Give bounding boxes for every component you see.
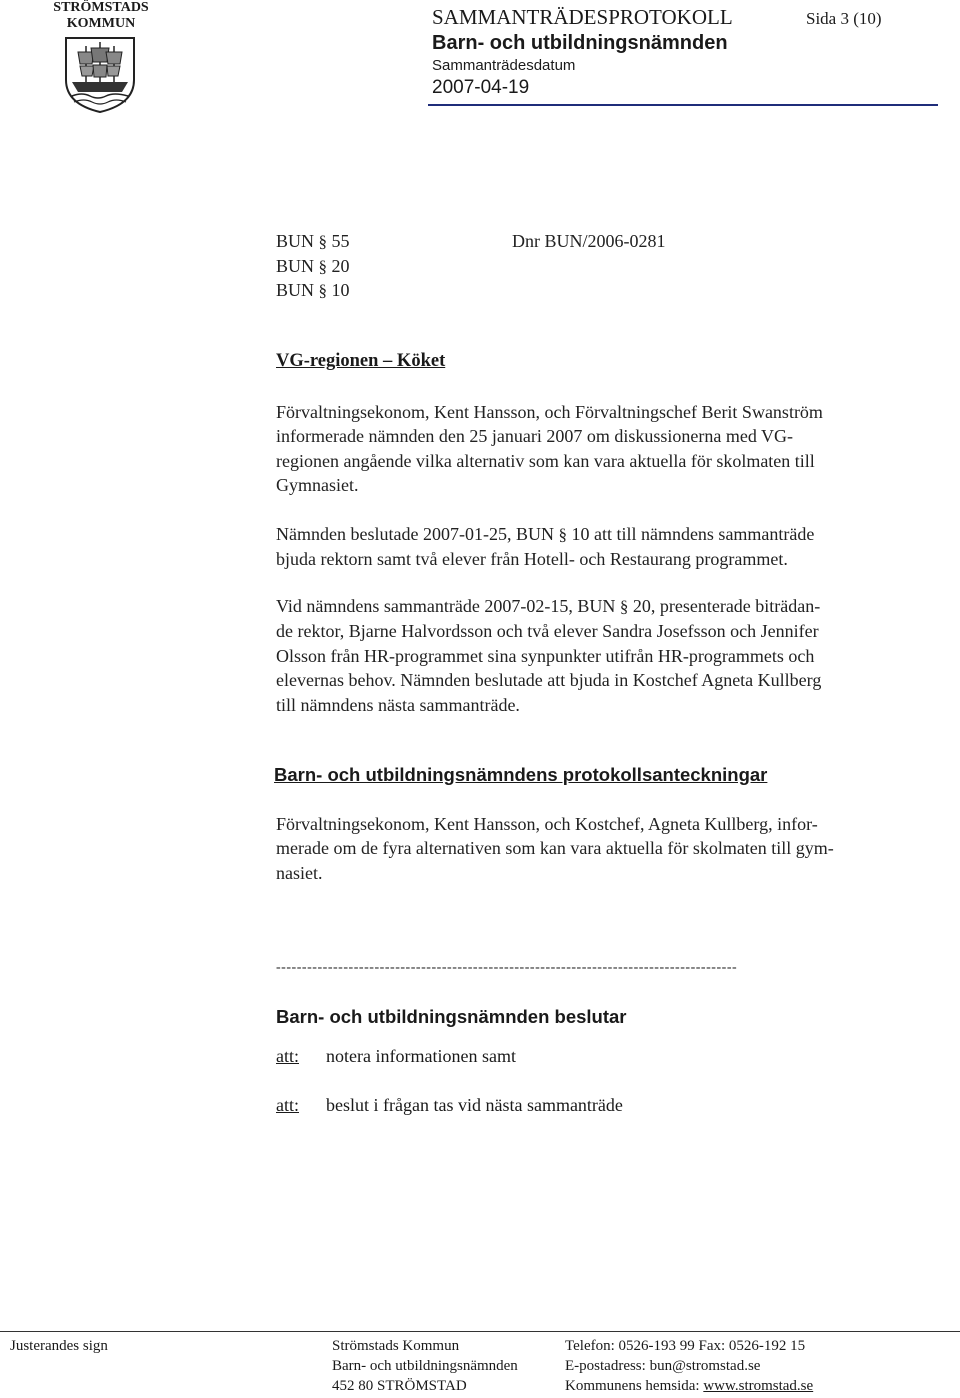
section-title: VG-regionen – Köket xyxy=(276,351,446,371)
decision-label: att: xyxy=(276,1046,299,1066)
paragraph: Vid nämndens sammanträde 2007-02-15, BUN § 20, presenterade biträdan- de rektor, Bjarne Halvordsson och två elever Sandra Josefsson och Jennifer Olsson från HR-programmet sina synpunkter utifrån HR-programmets och elevernas behov. Nämnden beslutade att bjuda in Kostchef Agneta Kullberg till nämndens nästa sammanträde. xyxy=(276,596,822,715)
protocol-title: SAMMANTRÄDESPROTOKOLL xyxy=(432,5,733,29)
section-title: Barn- och utbildningsnämndens protokollsanteckningar xyxy=(274,764,768,785)
homepage-link[interactable]: www.stromstad.se xyxy=(703,1377,814,1394)
signature-label: Justerandes sign xyxy=(10,1338,108,1354)
decision-text: beslut i frågan tas vid nästa sammanträde xyxy=(326,1095,623,1115)
page-number: Sida 3 (10) xyxy=(806,9,882,28)
footer-contact: Telefon: 0526-193 99 Fax: 0526-192 15 E-postadress: bun@stromstad.se Kommunens hemsida: www.stromstad.se xyxy=(565,1338,814,1394)
decision-text: notera informationen samt xyxy=(326,1046,516,1066)
municipality-name xyxy=(46,0,156,32)
dashed-separator: ----------------------------------------------------------------------------------------- xyxy=(276,960,738,975)
dnr-number: Dnr BUN/2006-0281 xyxy=(512,231,666,251)
board-name: Barn- och utbildningsnämnden xyxy=(432,32,728,54)
paragraph: Förvaltningsekonom, Kent Hansson, och Kostchef, Agneta Kullberg, infor- merade om de fyra alternativen som kan vara aktuella för skolmaten till gym- nasiet. xyxy=(276,814,834,883)
reference-row: BUN § 20 xyxy=(276,256,350,276)
decision-title: Barn- och utbildningsnämnden beslutar xyxy=(276,1006,627,1027)
footer-address: Strömstads Kommun Barn- och utbildningsnämnden 452 80 STRÖMSTAD xyxy=(332,1338,518,1394)
header-divider xyxy=(428,104,938,106)
municipal-crest-logo xyxy=(62,34,138,114)
section-symbol: § xyxy=(318,232,328,251)
meeting-date-label: Sammanträdesdatum xyxy=(432,57,576,74)
section-symbol: § xyxy=(318,257,328,276)
meeting-date: 2007-04-19 xyxy=(432,77,530,98)
paragraph: Förvaltningsekonom, Kent Hansson, och Förvaltningschef Berit Swanström informerade nämnden den 25 januari 2007 om diskussionerna med VG- regionen angående vilka alternativ som kan vara aktuella för skolmaten till Gymnasiet. xyxy=(276,402,823,496)
municipality-line-2: KOMMUN xyxy=(66,16,136,31)
municipality-line-1: STRÖMSTADS xyxy=(53,0,149,15)
footer-divider xyxy=(0,1331,960,1332)
reference-row: BUN § 55 xyxy=(276,231,350,251)
section-symbol: § xyxy=(619,597,629,616)
decision-label: att: xyxy=(276,1095,299,1115)
section-symbol: § xyxy=(558,525,567,544)
paragraph: Nämnden beslutade 2007-01-25, BUN § 10 att till nämndens sammanträde bjuda rektorn samt två elever från Hotell- och Restaurang programmet. xyxy=(276,524,815,570)
reference-row: BUN § 10 xyxy=(276,280,350,300)
section-symbol: § xyxy=(318,281,328,300)
